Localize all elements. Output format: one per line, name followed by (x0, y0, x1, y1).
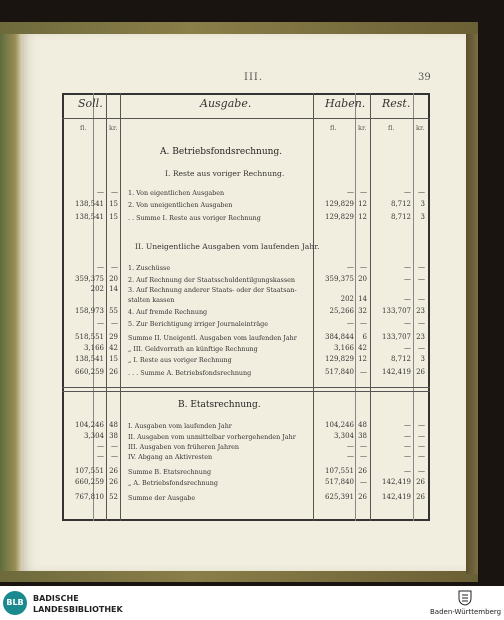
cell-rest-kr: 23 (416, 307, 425, 315)
cell-soll-kr: 38 (109, 432, 118, 440)
cell-soll-fl: 518,551 (75, 333, 104, 341)
cell-haben-fl: — (347, 319, 354, 327)
row-label: III. Ausgaben von früheren Jahren (128, 443, 240, 451)
row-label: „ I. Reste aus voriger Rechnung (128, 356, 232, 364)
unit-kr: kr. (416, 124, 425, 132)
cell-haben-kr: — (360, 452, 367, 460)
cell-soll-kr: 14 (109, 285, 118, 293)
rule (120, 93, 121, 521)
cell-soll-fl: 3,304 (83, 432, 104, 440)
column-haben: Haben. (325, 97, 366, 110)
cell-soll-fl: 138,541 (75, 355, 104, 363)
row-label: 3. Auf Rechnung anderer Staats- oder der Staatsan- (128, 286, 297, 294)
cell-haben-fl: 25,266 (329, 307, 354, 315)
row-label: 2. Auf Rechnung der Staatsschuldentilgungskassen (128, 276, 295, 284)
row-label: 4. Auf fremde Rechnung (128, 308, 208, 316)
cell-rest-fl: 133,707 (382, 307, 411, 315)
baden-wuerttemberg-crest-icon (458, 590, 472, 606)
cell-rest-fl: 142,419 (382, 368, 411, 376)
cell-haben-fl: 107,551 (325, 467, 354, 475)
cell-soll-fl: 104,246 (75, 421, 104, 429)
rule (62, 118, 430, 119)
cell-soll-fl: 767,810 (75, 493, 104, 501)
unit-fl: fl. (388, 124, 395, 132)
cell-haben-kr: 32 (358, 307, 367, 315)
cell-rest-kr: — (418, 467, 425, 475)
section-a-title: A. Betriebsfondsrechnung. (160, 147, 283, 157)
cell-soll-fl: 660,259 (75, 368, 104, 376)
cell-rest-fl: — (404, 188, 411, 196)
cell-soll-kr: — (111, 263, 118, 271)
cell-haben-fl: 3,304 (333, 432, 354, 440)
cell-soll-kr: 20 (109, 275, 118, 283)
cell-rest-kr: 23 (416, 333, 425, 341)
cell-soll-kr: — (111, 442, 118, 450)
cell-haben-fl: 517,840 (325, 368, 354, 376)
cell-rest-fl: — (404, 319, 411, 327)
cell-haben-kr: 12 (358, 355, 367, 363)
cell-haben-kr: — (360, 263, 367, 271)
cell-soll-kr: 42 (109, 344, 118, 352)
section-numeral: III. (244, 72, 264, 83)
row-label: II. Ausgaben vom unmittelbar vorhergehenden Jahr (128, 433, 296, 441)
row-label: stalten kassen (128, 296, 175, 304)
cell-soll-kr: 15 (109, 200, 118, 208)
cell-haben-kr: 12 (358, 200, 367, 208)
section-a-sub2: II. Uneigentliche Ausgaben vom laufenden Jahr. (135, 242, 320, 251)
cell-rest-fl: 8,712 (390, 213, 411, 221)
cell-soll-fl: 138,541 (75, 200, 104, 208)
cell-rest-kr: 26 (416, 478, 425, 486)
cell-soll-kr: 26 (109, 368, 118, 376)
cell-soll-kr: — (111, 452, 118, 460)
unit-fl: fl. (330, 124, 337, 132)
row-label: 5. Zur Berichtigung irriger Journaleinträge (128, 320, 269, 328)
library-name-line2: LANDESBIBLIOTHEK (33, 605, 123, 614)
cell-rest-kr: 3 (420, 213, 425, 221)
cell-rest-fl: — (404, 344, 411, 352)
cell-haben-kr: — (360, 442, 367, 450)
cell-rest-kr: — (418, 421, 425, 429)
row-label: Summe II. Uneigentl. Ausgaben vom laufenden Jahr (128, 334, 297, 342)
row-label: „ A. Betriebsfondsrechnung (128, 479, 218, 487)
cell-rest-kr: — (418, 295, 425, 303)
unit-kr: kr. (358, 124, 367, 132)
cell-rest-kr: — (418, 452, 425, 460)
cell-haben-fl: 129,829 (325, 355, 354, 363)
cell-soll-kr: — (111, 319, 118, 327)
cell-rest-kr: — (418, 188, 425, 196)
cell-haben-fl: 3,166 (333, 344, 354, 352)
cell-haben-kr: — (360, 319, 367, 327)
unit-kr: kr. (109, 124, 118, 132)
rule (355, 93, 356, 521)
cell-rest-kr: 26 (416, 368, 425, 376)
cell-rest-fl: 142,419 (382, 493, 411, 501)
cell-soll-fl: 359,375 (75, 275, 104, 283)
cell-rest-fl: — (404, 275, 411, 283)
row-label: IV. Abgang an Aktivresten (128, 453, 213, 461)
column-ausgabe: Ausgabe. (200, 97, 252, 110)
section-a-sub1: I. Reste aus voriger Rechnung. (165, 169, 285, 178)
state-name: Baden-Württemberg (430, 608, 502, 616)
cell-rest-kr: — (418, 263, 425, 271)
row-label: 1. Von eigentlichen Ausgaben (128, 189, 225, 197)
cell-soll-fl: 107,551 (75, 467, 104, 475)
cell-soll-fl: 202 (90, 285, 104, 293)
cell-rest-kr: — (418, 319, 425, 327)
cell-rest-kr: — (418, 442, 425, 450)
cell-rest-kr: 26 (416, 493, 425, 501)
cell-rest-fl: 8,712 (390, 355, 411, 363)
cell-rest-fl: — (404, 432, 411, 440)
cell-rest-kr: — (418, 432, 425, 440)
book-edge (466, 34, 478, 574)
cell-rest-kr: 3 (420, 200, 425, 208)
cell-haben-kr: 38 (358, 432, 367, 440)
cell-rest-fl: — (404, 295, 411, 303)
cell-soll-kr: 55 (109, 307, 118, 315)
cell-soll-fl: 3,166 (83, 344, 104, 352)
rule (313, 93, 314, 521)
cell-rest-fl: 8,712 (390, 200, 411, 208)
cell-haben-kr: — (360, 478, 367, 486)
column-soll: Soll. (78, 97, 103, 110)
cell-soll-fl: — (97, 319, 104, 327)
cell-haben-fl: 384,844 (325, 333, 354, 341)
row-label: 2. Von uneigentlichen Ausgaben (128, 201, 233, 209)
footer-bar (0, 586, 504, 620)
cell-rest-fl: — (404, 263, 411, 271)
cell-haben-kr: 12 (358, 213, 367, 221)
cell-haben-fl: — (347, 263, 354, 271)
cell-rest-kr: 3 (420, 355, 425, 363)
cell-rest-fl: — (404, 442, 411, 450)
cell-haben-fl: 104,246 (325, 421, 354, 429)
book-spine (0, 34, 22, 571)
row-label: Summe der Ausgabe (128, 494, 196, 502)
cell-soll-fl: — (97, 188, 104, 196)
cell-haben-fl: — (347, 452, 354, 460)
cell-rest-fl: — (404, 467, 411, 475)
cell-soll-fl: — (97, 442, 104, 450)
cell-rest-kr: — (418, 275, 425, 283)
cell-haben-fl: 129,829 (325, 213, 354, 221)
cell-haben-kr: 26 (358, 467, 367, 475)
cell-haben-fl: 202 (340, 295, 354, 303)
cell-soll-kr: 26 (109, 467, 118, 475)
cell-haben-fl: 625,391 (325, 493, 354, 501)
cell-haben-kr: 42 (358, 344, 367, 352)
cell-soll-fl: 158,973 (75, 307, 104, 315)
rule (62, 387, 430, 392)
cell-soll-kr: — (111, 188, 118, 196)
cell-rest-fl: 142,419 (382, 478, 411, 486)
row-label: . . Summe I. Reste aus voriger Rechnung (128, 214, 261, 222)
cell-soll-kr: 52 (109, 493, 118, 501)
cell-rest-fl: — (404, 452, 411, 460)
rule (370, 93, 371, 521)
cell-soll-fl: — (97, 452, 104, 460)
cell-haben-fl: 517,840 (325, 478, 354, 486)
cell-haben-kr: 26 (358, 493, 367, 501)
cell-rest-fl: — (404, 421, 411, 429)
cell-haben-kr: 48 (358, 421, 367, 429)
row-label: 1. Zuschüsse (128, 264, 171, 272)
cell-rest-fl: 133,707 (382, 333, 411, 341)
column-rest: Rest. (382, 97, 411, 110)
unit-fl: fl. (80, 124, 87, 132)
cell-haben-fl: 129,829 (325, 200, 354, 208)
rule (413, 93, 414, 521)
cell-haben-kr: — (360, 188, 367, 196)
cell-haben-kr: — (360, 368, 367, 376)
cell-soll-fl: 660,259 (75, 478, 104, 486)
cell-haben-kr: 6 (362, 333, 367, 341)
page-number: 39 (418, 72, 431, 83)
cell-soll-kr: 26 (109, 478, 118, 486)
cell-soll-fl: 138,541 (75, 213, 104, 221)
cell-soll-kr: 29 (109, 333, 118, 341)
section-b-title: B. Etatsrechnung. (178, 400, 261, 410)
library-name-line1: BADISCHE (33, 594, 79, 603)
row-label: Summe B. Etatsrechnung (128, 468, 212, 476)
cell-soll-kr: 48 (109, 421, 118, 429)
cell-haben-fl: — (347, 188, 354, 196)
rule (106, 93, 107, 521)
cell-haben-kr: 14 (358, 295, 367, 303)
row-label: „ III. Geldvorrath an künftige Rechnung (128, 345, 258, 353)
cell-soll-kr: 15 (109, 355, 118, 363)
cell-haben-fl: — (347, 442, 354, 450)
cell-rest-kr: — (418, 344, 425, 352)
row-label: . . . Summe A. Betriebsfondsrechnung (128, 369, 252, 377)
cell-haben-fl: 359,375 (325, 275, 354, 283)
cell-soll-fl: — (97, 263, 104, 271)
blb-logo: BLB (3, 591, 27, 615)
row-label: I. Ausgaben vom laufenden Jahr (128, 422, 232, 430)
cell-haben-kr: 20 (358, 275, 367, 283)
cell-soll-kr: 15 (109, 213, 118, 221)
